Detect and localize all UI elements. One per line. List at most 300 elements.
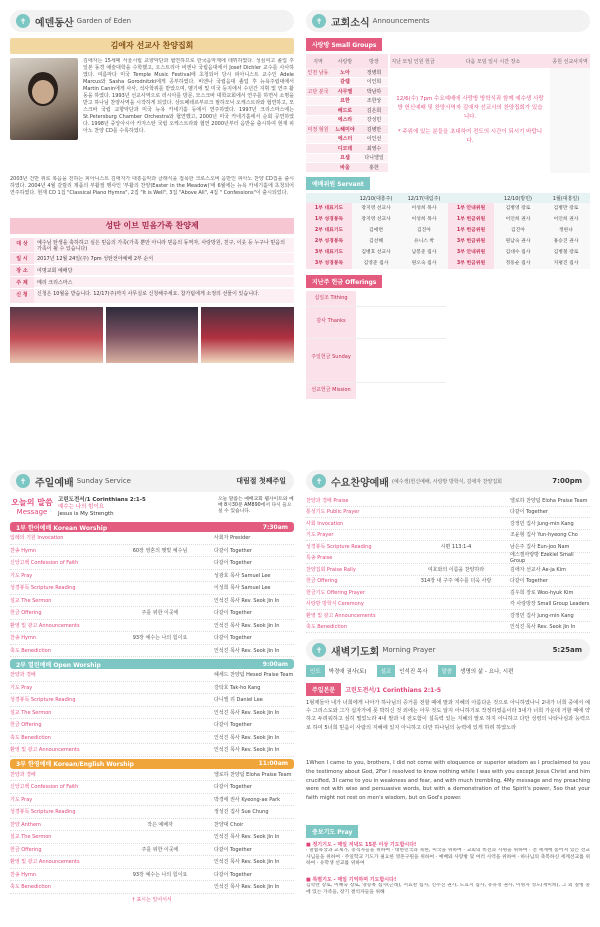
order-item: 찬양과 경배 xyxy=(10,771,36,778)
sg-head-leader: 방장 xyxy=(369,58,379,65)
order-item: 헌금 Offering xyxy=(306,578,338,585)
servant-name: 김선혜 xyxy=(352,236,400,247)
order-item: 설교 The Sermon xyxy=(10,834,52,841)
event-key: 신 청 xyxy=(10,289,34,303)
order-item: 사랑방 방학식 Ceremony xyxy=(306,601,364,608)
church-logo-icon: ✝ xyxy=(312,474,326,488)
order-item: 환영 및 광고 Announcements xyxy=(10,747,80,754)
order-person: 다같이 Together xyxy=(214,635,252,642)
offering-label: 주일헌금 Sunday xyxy=(306,339,356,382)
order-person: 인석진 목사 Rev. Seok Jin In xyxy=(214,622,280,629)
order-person: 인석진 목사 Rev. Seok Jin In xyxy=(510,624,576,631)
sermon-english: 1When I came to you, brothers, I did not come with eloquence or superior wisdom as I proclaimed to you the testimony about God, 2For I resolved to know nothing while I was with you except Jesus Christ and him crucified, 3I came to you in weakness and fear, and with much trembling, 4My message and my preaching were not with wise and persuasive words, but with a demonstration of the Spirit's power, 5so that your faith might not rest on men's wisdom, but on God's power. xyxy=(306,760,590,802)
order-row xyxy=(10,819,294,832)
order-row xyxy=(10,620,294,633)
event-row xyxy=(10,265,294,276)
servant-role: 1부 대표기도 xyxy=(306,203,352,214)
sg-members-col xyxy=(550,68,590,173)
order-row xyxy=(10,769,294,782)
message-note: 오늘 말씀는 예배교회 웹사이트와 예배 8시30분 AM890에서 다시 들으실 수 있습니다. xyxy=(218,497,294,514)
servant-name: 김병철 장로 xyxy=(542,247,590,258)
order-item: 찬양과 경배 Praise xyxy=(306,497,349,504)
servant-role: 1부 헌금위원 xyxy=(448,214,494,225)
sunday-header xyxy=(10,470,294,492)
announcements-section xyxy=(306,10,590,422)
sg-leader: 이인선 xyxy=(366,136,382,143)
order-item: 기도 Pray xyxy=(10,572,33,579)
order-title: 93장 예수는 나의 힘이요 xyxy=(132,635,188,642)
order-person: 다같이 Together xyxy=(214,871,252,878)
order-item: 성경봉독 Scripture Reading xyxy=(10,697,76,704)
order-item: 찬양집회 Praise Rally xyxy=(306,566,356,573)
order-row xyxy=(10,719,294,732)
offerings-table xyxy=(306,291,446,399)
order-item: 헌금기도 Offering Prayer xyxy=(306,589,365,596)
servant-name: 남봉준 집사 xyxy=(400,247,448,258)
mp-word-key: 말씀 xyxy=(438,665,457,677)
servant-head-cell: 12/10(대흥주) xyxy=(359,195,393,202)
morning-prayer-info xyxy=(306,665,590,677)
sg-group: 느헤미야 xyxy=(335,126,355,133)
offering-row xyxy=(306,383,446,399)
regular-prayer-heading: ■ 정기기도 - 매일 저녁도 15분 이상 기도합시다! xyxy=(306,842,417,848)
offering-row xyxy=(306,291,446,307)
servant-name: 김진아 xyxy=(400,225,448,236)
order-row xyxy=(10,732,294,745)
servant-row xyxy=(306,236,590,247)
order-person: 다같이 Together xyxy=(214,610,252,617)
order-row xyxy=(10,881,294,894)
order-row xyxy=(306,495,590,507)
order-item: 찬양과 경배 xyxy=(10,672,36,679)
event-key: 일 시 xyxy=(10,253,34,264)
order-item: 기도 Pray xyxy=(10,796,33,803)
wednesday-header xyxy=(306,470,590,492)
order-row xyxy=(10,856,294,869)
regular-prayer-list: · 말씀묵상과 교제가, 중직자들을 위하여 · 대한민국과 북한, 미국을 위하여 · 교회의 비전과 사명을 위하여 · 전 세계에 흩어져 있는 선교사님들을 위하여 · 주일학교 기도가 필요한 영혼구원을 위하여 · 예배와 사랑방 및 여러 사역을 위하여 · 하나님의 축복하신 세계선교를 위하여 · 유학생 선교를 위하여 xyxy=(306,848,590,866)
servant-role: 3부 헌금위원 xyxy=(448,258,494,269)
order-row xyxy=(306,622,590,634)
servant-name: 이성희 목사 xyxy=(400,214,448,225)
event-value: 메리 크리스마스 xyxy=(34,277,294,287)
servant-name: 김병만 장로 xyxy=(542,203,590,214)
order-item: 환영 및 광고 Announcements xyxy=(10,859,80,866)
order-person: 인석진 목사 Rev. Seok Jin In xyxy=(214,834,280,841)
servant-row xyxy=(306,214,590,225)
mp-leader-key: 인도 xyxy=(306,665,325,677)
sg-group: 디모데 xyxy=(337,145,353,152)
order-row xyxy=(10,707,294,720)
sg-group: 바울 xyxy=(340,164,350,171)
order-row xyxy=(306,610,590,622)
servant-name: 유니스 박 xyxy=(400,236,448,247)
servant-row xyxy=(306,247,590,258)
order-item: 헌금 Offering xyxy=(10,610,42,617)
morning-prayer-subtitle: Morning Prayer xyxy=(382,646,436,654)
offering-row xyxy=(306,339,446,383)
event-table xyxy=(10,238,294,303)
order-row xyxy=(10,781,294,794)
event-value: 신청은 10월을 받습니다. 12/17(주)까지 사무실로 신청해주세요. 참가팀에게 소정의 선물이 있습니다. xyxy=(34,289,294,303)
order-row xyxy=(10,794,294,807)
sermon-text-ref: 고린도전서/1 Corinthians 2:1-5 xyxy=(345,687,442,694)
sg-leader: 김은희 xyxy=(366,107,382,114)
sg-row xyxy=(306,106,388,116)
servant-role: 1부 안내위원 xyxy=(448,203,494,214)
event-key: 주 제 xyxy=(10,277,34,288)
order-item: 통성기도 Public Prayer xyxy=(306,509,360,516)
sg-group: 노아 xyxy=(340,69,350,76)
order-item: 기도 Prayer xyxy=(306,532,334,539)
order-row xyxy=(306,599,590,611)
order-title: 93장 예수는 나의 힘이요 xyxy=(132,871,188,878)
order-row xyxy=(10,869,294,882)
sg-leader: 조한상 xyxy=(366,98,382,105)
order-person: 인석진 목사 Rev. Seok Jin In xyxy=(214,884,280,891)
order-row xyxy=(10,582,294,595)
order-row xyxy=(306,587,590,599)
morning-prayer-time: 5:25am xyxy=(552,646,582,654)
first-service-label: 1부 한어예배 Korean Worship xyxy=(16,524,108,532)
order-item: 설교 The Sermon xyxy=(10,709,52,716)
order-item: 성경봉독 Scripture Reading xyxy=(10,585,76,592)
garden-title: 예덴동산 xyxy=(35,17,74,29)
garden-header xyxy=(10,10,294,32)
order-row xyxy=(306,507,590,519)
sg-head-region: 지역 xyxy=(313,58,323,65)
special-prayer-heading: ■ 특별기도 - 매일 기억하며 기도합시다! xyxy=(306,877,397,883)
sunday-subtitle: Sunday Service xyxy=(76,477,131,485)
servant-name: 원오숙 집사 xyxy=(400,258,448,269)
event-title: 성탄 이브 믿음가족 찬양제 xyxy=(10,218,294,234)
servant-role: 3부 성경봉독 xyxy=(306,258,352,269)
order-item: 헌금 Offering xyxy=(10,722,42,729)
order-person: 조윤형 집사 Yun-hyeong Cho xyxy=(510,532,578,539)
order-row xyxy=(10,607,294,620)
sg-leader: 강성민 xyxy=(366,117,382,124)
message-label: 오늘의 말씀 xyxy=(11,498,53,507)
order-item: 찬송 Hymn xyxy=(10,871,37,878)
order-row xyxy=(10,694,294,707)
servant-role: 3부 대표기도 xyxy=(306,247,352,258)
church-logo-icon: ✝ xyxy=(16,474,30,488)
third-service-time: 11:00am xyxy=(258,760,288,767)
order-title: 시편 113:1-4 xyxy=(440,543,472,550)
sg-row xyxy=(306,163,388,173)
order-item: 사회 Invocation xyxy=(306,520,344,527)
sg-group: 에스라 xyxy=(337,117,353,124)
sunday-service-section xyxy=(10,470,294,920)
servant-name: 홍승진 권사 xyxy=(542,236,590,247)
sg-group: 요셉 xyxy=(340,155,350,162)
order-title: 주를 위한 이곳에 xyxy=(141,846,179,853)
mp-sermon-key: 설교 xyxy=(377,665,396,677)
event-value: 2017년 12월 24일(주) 7pm 성탄전야예배 2부 순서 xyxy=(34,253,294,263)
sg-notice: 12/6(수) 7pm 수요예배에 사랑방 방학식과 함께 예수생 사랑방 헌신예배 및 찬양사역자 김애자 선교사의 찬양집회가 있습니다. xyxy=(396,96,544,120)
order-item: 성경봉독 Scripture Reading xyxy=(306,543,372,550)
order-item: 축도 Benediction xyxy=(10,734,51,741)
order-person: 김애자 선교사 Ae-ja Kim xyxy=(510,566,566,573)
servant-head-cell: 1월(대흥일) xyxy=(552,195,580,202)
order-person: 인석진 목사 Rev. Seok Jin In xyxy=(214,709,280,716)
order-person: 다같이 Together xyxy=(510,578,548,585)
sg-row xyxy=(306,87,388,97)
servant-row xyxy=(306,203,590,214)
sg-region: 인천 남동 xyxy=(307,69,329,76)
sg-row xyxy=(306,135,388,145)
morning-prayer-title: 새벽기도회 xyxy=(331,646,380,658)
missionary-bio-cont: 2003년 건반 위로 복음을 전하는 피아니스트 김애자가 대흥음악과 클래식을 접목한 크로스오버 음반인 피아노 찬양 CD집을 출시하였다. 2004년 4월 갈릴리 제품의 부활절 행사인 '부활의 찬양(Easter in the Meadow)'에 6월에는 뉴욕 카네기홀에 초청되어 연주하였다. 현재 CD 1집 "Classical Piano Hymns", 2집 "It is Well", 3집 "Above All", 4집 " Confessions"이 출시되었다. xyxy=(10,176,294,196)
order-row xyxy=(306,530,590,542)
garden-of-eden-section xyxy=(10,10,294,422)
servant-name: 지평진 집사 xyxy=(542,258,590,269)
announcements-header xyxy=(306,10,590,32)
servant-name: 김병영 장로 xyxy=(494,203,542,214)
message-block xyxy=(10,497,294,518)
event-photo xyxy=(201,307,294,363)
servant-row xyxy=(306,258,590,269)
order-item: 성경봉독 Scripture Reading xyxy=(10,809,76,816)
order-title: 주를 위한 이곳에 xyxy=(141,610,179,617)
offering-label: 선교헌금 Mission xyxy=(306,383,356,399)
order-row xyxy=(10,682,294,695)
order-item: 헌금 Offering xyxy=(10,846,42,853)
sg-leader: 다니엘일 xyxy=(364,155,384,162)
event-row xyxy=(10,289,294,303)
offering-amount xyxy=(356,339,446,382)
sg-leader: 홍한 xyxy=(369,164,379,171)
intercession-label: 중보기도 Pray xyxy=(306,825,358,838)
servant-role: 1부 헌금위원 xyxy=(448,225,494,236)
servant-name: 정한나 xyxy=(542,225,590,236)
order-item: 기도 Pray xyxy=(10,684,33,691)
order-person: 인석진 목사 Rev. Seok Jin In xyxy=(214,647,280,654)
order-row xyxy=(306,518,590,530)
message-ref: 고린도전서/1 Corinthians 2:1-5 xyxy=(58,497,146,503)
order-person: 다같이 Together xyxy=(214,846,252,853)
order-person: 다같이 Together xyxy=(214,547,252,554)
offering-amount xyxy=(356,307,446,338)
offerings-label: 지난주 헌금 Offerings xyxy=(306,275,382,288)
order-item: 신앙고백 Confession of Faith xyxy=(10,560,79,567)
mp-word: 생명의 삶 - 요나, 시편 xyxy=(460,669,514,675)
servant-name: 이성희 목사 xyxy=(400,203,448,214)
event-row xyxy=(10,253,294,264)
order-person: 성광호 목사 Samuel Lee xyxy=(214,572,271,579)
order-person: 사회자 Presider xyxy=(214,535,251,542)
wednesday-time: 7:00pm xyxy=(552,477,582,485)
third-service-label: 3부 한영예배 Korean/English Worship xyxy=(16,761,134,768)
order-person: 강정민 집사 Jung-min Kang xyxy=(510,520,574,527)
sg-leader: 김병만 xyxy=(366,126,382,133)
sg-head-2 xyxy=(390,54,590,68)
sg-row xyxy=(306,125,388,135)
sg-group: 요한 xyxy=(340,98,350,105)
servant-role: 1부 성경봉독 xyxy=(306,214,352,225)
offering-label: 감사 Thanks xyxy=(306,307,356,338)
order-item: 입례의 기원 Invocation xyxy=(10,535,64,542)
order-person: 강정민 집사 Jung-min Kang xyxy=(510,612,574,619)
sg-head-last: 지난 모임 인원 헌금 xyxy=(391,58,435,65)
event-photo xyxy=(106,307,199,363)
event-value: 예수님 탄생을 축하하고 싶은 믿음의 가족(가족 뿐만 아니라 믿음의 동역자, 사랑방원, 친구, 이웃 등 누구나 믿음의 가족이 될 수 있습니다) xyxy=(34,238,294,252)
servant-role: 2부 대표기도 xyxy=(306,225,352,236)
sg-region: 미정 형원 xyxy=(307,126,329,133)
order-person: 강탁호 Tak-ho Kang xyxy=(214,684,261,691)
servant-name: 김진아 xyxy=(494,225,542,236)
sg-row xyxy=(306,116,388,126)
second-service-bar xyxy=(10,659,294,669)
order-row xyxy=(10,744,294,757)
servant-table xyxy=(306,193,590,269)
morning-prayer-header xyxy=(306,639,590,661)
event-key: 장 소 xyxy=(10,265,34,276)
order-person: 인석진 목사 Rev. Seok Jin In xyxy=(214,734,280,741)
concert-title: 김애자 선교사 찬양집회 xyxy=(10,38,294,54)
order-person: 남은주 집사 Eun-joo Nam xyxy=(510,543,570,550)
event-value: 여명교회 예배당 xyxy=(34,265,294,275)
sg-group: 갈렙 xyxy=(340,79,350,86)
servant-name: 김대수 집사 xyxy=(494,247,542,258)
servant-role: 2부 성경봉독 xyxy=(306,236,352,247)
first-service-time: 7:30am xyxy=(262,523,288,531)
advent-label: 대림절 첫째주일 xyxy=(236,477,286,485)
event-row xyxy=(10,238,294,252)
servant-head-cell: 12/17(대림주) xyxy=(407,195,441,202)
order-title: 여호와의 이름을 찬양하라 xyxy=(427,566,485,573)
order-person: 에스겔사랑방 Ezekiel Small Group xyxy=(510,552,574,565)
wednesday-subtitle: (예수생)헌신예배, 사랑방 방학식, 김애자 찬양집회 xyxy=(391,478,503,485)
offering-amount xyxy=(356,383,446,399)
sg-leader: 박남하 xyxy=(366,88,382,95)
order-row xyxy=(10,806,294,819)
servant-name: 이인희 권사 xyxy=(494,214,542,225)
order-row xyxy=(10,557,294,570)
message-label-en: Message xyxy=(16,508,48,516)
order-person: 다같이 Together xyxy=(214,784,252,791)
standing-note: † 표시는 일어서서 xyxy=(132,896,172,903)
message-title: 예수는 나의 힘이요 xyxy=(58,504,105,510)
servant-name: 김영준 집사 xyxy=(352,258,400,269)
second-service-label: 2부 열린예배 Open Worship xyxy=(16,661,101,669)
small-groups-table xyxy=(306,54,590,173)
sermon-text-label: 주일본문 xyxy=(306,683,341,696)
order-row xyxy=(10,570,294,583)
servant-head xyxy=(306,193,590,203)
servant-head-cell: 12/10(방민) xyxy=(504,195,532,202)
church-logo-icon: ✝ xyxy=(312,643,326,657)
sg-group: 베드로 xyxy=(337,107,353,114)
offering-label: 십일조 Tithing xyxy=(306,291,356,306)
order-person: 박경애 권사 Kyeong-ae Park xyxy=(214,796,281,803)
order-item: 찬송 Hymn xyxy=(10,547,37,554)
servant-role: 3부 안내위원 xyxy=(448,247,494,258)
order-row xyxy=(10,595,294,608)
order-person: 다같이 Together xyxy=(214,560,252,567)
sunday-title: 주일예배 xyxy=(35,477,74,489)
sg-leader: 이인희 xyxy=(366,79,382,86)
sg-row xyxy=(306,144,388,154)
order-title: 작은 예배자 xyxy=(147,821,173,828)
order-item: 축도 Benediction xyxy=(10,647,51,654)
servant-name: 정동순 집사 xyxy=(494,258,542,269)
sg-head xyxy=(306,54,388,68)
order-title: 314장 내 구주 예수를 더욱 사랑 xyxy=(420,578,492,585)
order-person: 각 사랑방장 Small Group Leaders xyxy=(510,601,590,608)
announcements-subtitle: Announcements xyxy=(372,17,430,25)
order-person: 이성희 목사 Samuel Lee xyxy=(214,585,271,592)
sg-group: 에스더 xyxy=(337,136,353,143)
church-logo-icon: ✝ xyxy=(16,14,30,28)
order-row xyxy=(10,831,294,844)
order-row xyxy=(10,844,294,857)
sg-notice-2: * 주위에 있는 분들을 초대하여 전도의 시간이 되시기 바랍니다. xyxy=(397,129,543,144)
sg-leader: 최영수 xyxy=(366,145,382,152)
order-row xyxy=(10,545,294,558)
order-row xyxy=(306,564,590,576)
order-item: 축도 Benediction xyxy=(306,624,347,631)
order-item: 찬양 Anthem xyxy=(10,821,41,828)
order-person: 인석진 목사 Rev. Seok Jin In xyxy=(214,597,280,604)
sg-group: 사무엘 xyxy=(337,88,353,95)
order-item: 특송 Praise xyxy=(306,555,333,562)
sg-row xyxy=(306,68,388,78)
order-person: 다같이 Together xyxy=(214,722,252,729)
missionary-photo xyxy=(10,58,78,140)
event-key: 대 상 xyxy=(10,238,34,252)
order-person: 정성진 집사 Sue Chung xyxy=(214,809,269,816)
order-title: 60장 영혼의 햇빛 예수님 xyxy=(132,547,188,554)
servant-row xyxy=(306,225,590,236)
sg-head-next: 다음 모임 일시 시간 장소 xyxy=(465,58,521,65)
sg-leader: 정병희 xyxy=(366,69,382,76)
order-person: 다니엘 리 Daniel Lee xyxy=(214,697,263,704)
special-prayer-list: 김학란 장로, 이혜숙 장로, 양승옥 집사(근래), 서효찬 집사, 신수진 권사, 도효지 집사, 유유정 권사, 이명자 성도(재미희), 그 외 질병 중에 있는 가족들, 장기 결석자들을 위해 xyxy=(306,883,590,895)
order-person: 인석진 목사 Rev. Seok Jin In xyxy=(214,859,280,866)
announcements-title: 교회소식 xyxy=(331,17,370,29)
first-service-bar xyxy=(10,522,294,532)
church-logo-icon: ✝ xyxy=(312,14,326,28)
order-item: 신앙고백 Confession of Faith xyxy=(10,784,79,791)
wednesday-section xyxy=(306,470,590,920)
order-person: 엘로하 찬양팀 Eloha Praise Team xyxy=(510,497,588,504)
message-title-en: Jesus is My Strength xyxy=(58,511,114,517)
second-service-time: 9:00am xyxy=(262,660,288,668)
wednesday-title: 수요찬양예배 xyxy=(331,477,389,489)
servant-name: 장지영 선교사 xyxy=(352,203,400,214)
servant-name: 김애련 xyxy=(352,225,400,236)
order-person: 찬양대 Choir xyxy=(214,821,244,828)
third-service-bar xyxy=(10,759,294,769)
missionary-bio: 김애자는 15세때 서울시립 교향악단과 협연하므로 한국음악계에 데뷔하였다. 성심여고 졸업 후 일본 동경 예술대학을 수학했고, 오스트리아 비엔나 국립음대에서 Josef Dichler 교수를 사사하였다. 여름마다 미국 Temple Music Festival에 초청되어 당시 피아니스트 교수인 Adele Marcus와 Sasha Gorodnitzki에게 공부하였다. 비엔나 국립음대 졸업 후 뉴욕주립대에서 Martin Canin에게 사사, 석사학위를 받았으며, 벨기에 및 미국 등지에서 수년간 지휘 및 연주 활동을 하였다. 1993년 선교사역으로 러시아를 방문, 모스크바 대학교회에서 연주를 하면서 소명을 받고 하나님 찬양사역을 시작하게 되었다. 상트페테르부르크 필하모닉 오케스트라와 협연하고, 모스크바 국립 교향악단과 미국 뉴욕 카네기홀 등에서 연주하였다. 1997년 크리스마스에는 St.Petersburg Chamber Orchestra와 협연했고, 2000년 미국 카네기홀에서 순회 공연하였다. 1998년 중앙아시아 카자스탄 국립 오케스트라와 협연 2000년부터 음반을 출시하여 현재 피아노 찬양 CD를 수록하였다. xyxy=(83,58,294,134)
sg-region: 고단 분국 xyxy=(307,88,329,95)
order-item: 환영 및 광고 Announcements xyxy=(306,612,376,619)
servant-name: 김병호 선교사 xyxy=(352,247,400,258)
servant-name: 장지영 선교사 xyxy=(352,214,400,225)
order-item: 설교 The Sermon xyxy=(10,597,52,604)
sg-row xyxy=(306,97,388,107)
order-item: 찬송 Hymn xyxy=(10,635,37,642)
small-groups-label: 사랑방 Small Groups xyxy=(306,38,382,51)
event-photo xyxy=(10,307,103,363)
servant-name: 이인희 권사 xyxy=(542,214,590,225)
sermon-korean: 1형제들아 내가 너희에게 나아가 하나님의 증거를 전할 때에 말과 지혜의 아름다운 것으로 아니하였나니 2내가 너희 중에서 예수 그리스도와 그가 십자가에 못 박히신 것 외에는 아무 것도 알지 아니하기로 작정하였음이라 3내가 너희 가운데 거할 때에 약하고 두려워하고 심히 떨었노라 4내 말과 내 전도함이 설득력 있는 지혜의 말로 하지 아니하고 다만 성령의 나타나심과 능력으로 하여 5너희 믿음이 사람의 지혜에 있지 아니하고 다만 하나님의 능력에 있게 하려 하였노라 xyxy=(306,700,590,731)
sg-row xyxy=(306,154,388,164)
order-person: 헤세드 찬양팀 Hesed Praise Team xyxy=(214,672,294,679)
order-item: 축도 Benediction xyxy=(10,884,51,891)
sg-row xyxy=(306,78,388,88)
order-row xyxy=(10,632,294,645)
